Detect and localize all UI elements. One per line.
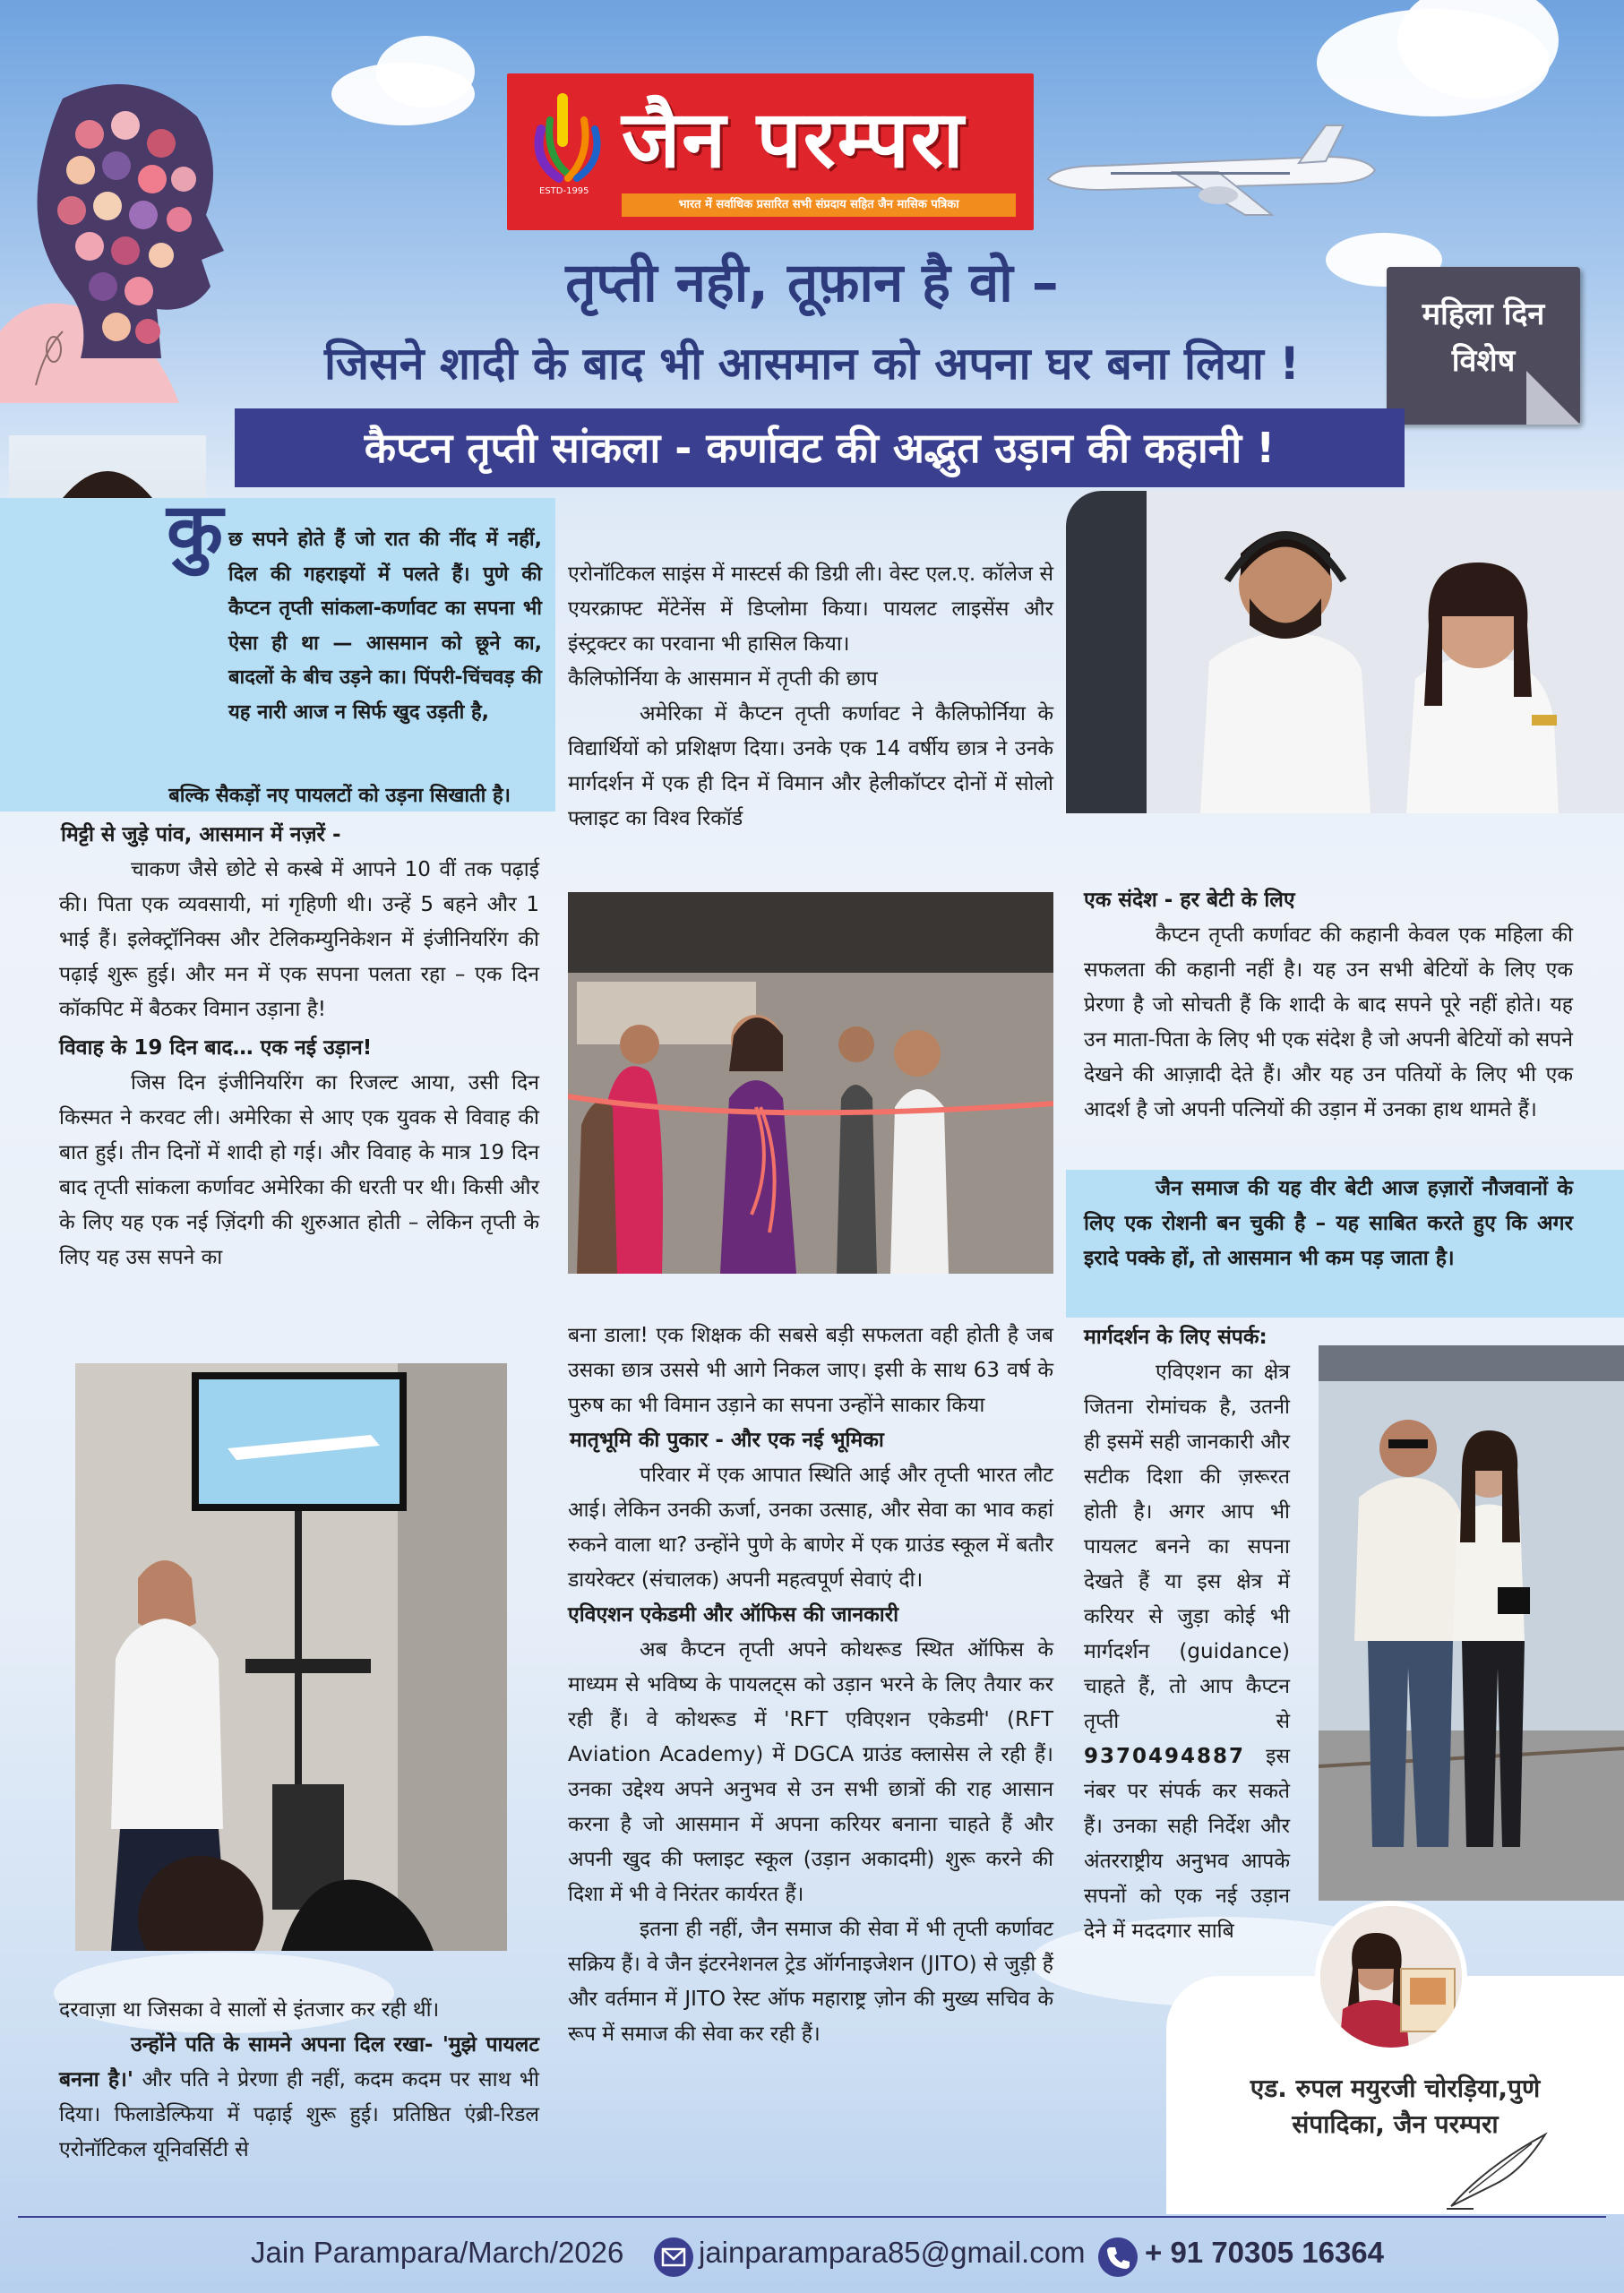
intro-dropcap: कु (167, 488, 223, 573)
section-paragraph: कैप्टन तृप्ती कर्णावट की कहानी केवल एक महिला की सफलता की कहानी नहीं है। यह उन सभी बेटियों के लिए एक प्रेरणा है जो सोचती हैं कि शादी के बाद सपने पूरे नहीं होते। यह उन माता-पिता के लिए भी एक संदेश है जो अपनी बेटियों को सपने देखने की आज़ादी देते हैं। और यह उन पतियों के लिए भी एक आदर्श है जो अपनी पत्नियों की उड़ान में उनका हाथ थामते हैं। (1084, 923, 1573, 1121)
section-subheading: कैलिफोर्निया के आसमान में तृप्ती की छाप (568, 667, 878, 691)
logo-tagline: भारत में सर्वाधिक प्रसारित सभी संप्रदाय सहित जैन मासिक पत्रिका (622, 193, 1016, 217)
cockpit-photo (1066, 491, 1624, 813)
section-paragraph: इतना ही नहीं, जैन समाज की सेवा में भी तृप्ती कर्णावट सक्रिय हैं। वे जैन इंटरनेशनल ट्रेड ऑर्गनाइजेशन (JITO) से जुड़ी हैं और वर्तमान में JITO रेस्ट ऑफ महाराष्ट्र ज़ोन की मुख्य सचिव के रूप में समाज की सेवा कर रही हैं। (568, 1918, 1053, 2046)
section-paragraph: दरवाज़ा था जिसका वे सालों से इंतजार कर रही थीं। (59, 1998, 440, 2022)
airplane-illustration (1030, 116, 1379, 224)
ribbon-cutting-photo (568, 892, 1053, 1274)
section-heading: विवाह के 19 दिन बाद… एक नई उड़ान! (59, 1036, 373, 1060)
logo-hands-icon (532, 93, 604, 183)
badge-line2: विशेष (1451, 343, 1516, 379)
column-2-bottom (568, 1318, 1053, 2052)
author-role: संपादिका, जैन परम्परा (1292, 2109, 1499, 2139)
section-paragraph: परिवार में एक आपात स्थिति आई और तृप्ती भारत लौट आई। लेकिन उनकी ऊर्जा, उनका उत्साह, और सेवा का भाव कहां रुकने वाला था? उन्होंने पुणे के बाणेर में एक ग्राउंड स्कूल में बतौर डायरेक्टर (संचालक) अपनी महत्वपूर्ण सेवाएं दी। (568, 1464, 1053, 1592)
column-3-top (1084, 883, 1573, 1128)
section-heading: एविएशन एकेडमी और ऑफिस की जानकारी (568, 1603, 899, 1627)
section-paragraph: बना डाला! एक शिक्षक की सबसे बड़ी सफलता वही होती है जब उसका छात्र उससे भी आगे निकल जाए। इसी के साथ 63 वर्ष के पुरुष का भी विमान उड़ाने का सपना उन्होंने साकार किया (568, 1324, 1053, 1417)
footer-issue: Jain Parampara/March/2026 (251, 2236, 624, 2269)
section-paragraph: अमेरिका में कैप्टन तृप्ती कर्णावट ने कैलिफोर्निया के विद्यार्थियों को प्रशिक्षण दिया। उनके एक 14 वर्षीय छात्र ने उनके मार्गदर्शन में एक ही दिन में विमान और हेलीकॉप्टर दोनों में सोलो फ्लाइट का विश्व रिकॉर्ड (568, 702, 1053, 830)
section-heading: मार्गदर्शन के लिए संपर्क: (1084, 1326, 1267, 1349)
column-2-top (568, 557, 1053, 837)
section-paragraph (59, 2028, 539, 2168)
email-icon (654, 2237, 693, 2277)
headline-line1: तृप्ती नही, तूफ़ान है वो – (565, 252, 1059, 314)
headline-line2: जिसने शादी के बाद भी आसमान को अपना घर बना लिया ! (323, 338, 1301, 390)
quote-bold: उन्होंने पति के सामने अपना दिल रखा- 'मुझे पायलट बनना है।' (59, 2033, 539, 2091)
badge-line1: महिला दिन (1422, 296, 1545, 332)
column-1-bottom (59, 1993, 539, 2168)
phone-icon (1098, 2237, 1138, 2277)
footer-rule (18, 2216, 1606, 2218)
couple-photo (1319, 1345, 1624, 1901)
footer-email[interactable]: jainparampara85@gmail.com (699, 2236, 1086, 2269)
contact-paragraph (1084, 1355, 1290, 1949)
highlight-paragraph: जैन समाज की यह वीर बेटी आज हज़ारों नौजवानों के लिए एक रोशनी बन चुकी है – यह साबित करते हुए कि अगर इरादे पक्के हों, तो आसमान भी कम पड़ जाता है। (1084, 1177, 1573, 1270)
author-avatar (1315, 1901, 1467, 2053)
author-name: एड. रुपल मयुरजी चोरड़िया,पुणे (1250, 2074, 1541, 2103)
contact-text: एविएशन का क्षेत्र जितना रोमांचक है, उतनी ही इसमें सही जानकारी और सटीक दिशा की ज़रूरत होती है। अगर आप भी पायलट बनने का सपना देखते हैं या इस क्षेत्र में करियर से जुड़ा कोई भी मार्गदर्शन (guidance) चाहते हैं, तो आप कैप्टन तृप्ती से (1084, 1361, 1290, 1733)
section-heading: मिट्टी से जुड़े पांव, आसमान में नज़रें - (61, 823, 341, 846)
contact-phone: 9370494887 (1084, 1745, 1246, 1768)
quill-pen-icon (1442, 2130, 1550, 2211)
intro-text: छ सपने होते हैं जो रात की नींद में नहीं, दिल की गहराइयों में पलते हैं। पुणे की कैप्टन तृप्ती सांकला-कर्णावट का सपना भी ऐसा ही था — आसमान को छूने का, बादलों के बीच उड़ने का। पिंपरी-चिंचवड़ की यह नारी आज न सिर्फ खुद उड़ती है, (228, 528, 542, 724)
column-1-top (59, 818, 539, 1275)
classroom-photo (75, 1363, 507, 1951)
footer-phone[interactable]: + 91 70305 16364 (1145, 2236, 1385, 2269)
section-heading: मातृभूमि की पुकार - और एक नई भूमिका (570, 1429, 884, 1452)
section-paragraph: एरोनॉटिकल साइंस में मास्टर्स की डिग्री ली। वेस्ट एल.ए. कॉलेज से एयरक्राफ्ट मेंटेनेंस में डिप्लोमा किया। पायलट लाइसेंस और इंस्ट्रक्टर का परवाना भी हासिल किया। (568, 563, 1053, 656)
section-paragraph: चाकण जैसे छोटे से कस्बे में आपने 10 वीं तक पढ़ाई की। पिता एक व्यवसायी, मां गृहिणी थी। उन्हें 5 बहने और 1 भाई हैं। इलेक्ट्रॉनिक्स और टेलिकम्युनिकेशन में इंजीनियरिंग की पढ़ाई शुरू हुई। और मन में एक सपना पलता रहा – एक दिन कॉकपिट में बैठकर विमान उड़ाना है! (59, 858, 539, 1021)
logo-title: जैन परम्परा (622, 93, 966, 185)
contact-text-rest: इस नंबर पर संपर्क कर सकते हैं। उनका सही निर्देश और अंतरराष्ट्रीय अनुभव आपके सपनों को एक नई उड़ान देने में मददगार साबि (1084, 1745, 1290, 1943)
footer (0, 2230, 1624, 2284)
intro-last-line: बल्कि सैकड़ों नए पायलटों को उड़ना सिखाती है। (168, 785, 511, 807)
quote-rest: और पति ने प्रेरणा ही नहीं, कदम कदम पर साथ भी दिया। फिलाडेल्फिया में पढ़ाई शुरू हुई। प्रतिष्ठित एंब्री-रिडल एरोनॉटिकल यूनिवर्सिटी से (59, 2068, 539, 2161)
section-paragraph: अब कैप्टन तृप्ती अपने कोथरूड स्थित ऑफिस के माध्यम से भविष्य के पायलट्स को उड़ान भरने के लिए तैयार कर रही हैं। वे कोथरूड में 'RFT एविएशन एकेडमी' (RFT Aviation Academy) में DGCA ग्राउंड क्लासेस ले रही हैं। उनका उद्देश्य अपने अनुभव से उन सभी छात्रों की राह आसान करना है जो आसमान में अपना करियर बनाना चाहते हैं और अपनी खुद की फ्लाइट स्कूल (उड़ान अकादमी) शुरू करने की दिशा में भी वे निरंतर कार्यरत हैं। (568, 1638, 1053, 1906)
headline-banner: कैप्टन तृप्ती सांकला - कर्णावट की अद्भुत उड़ान की कहानी ! (235, 408, 1405, 487)
section-paragraph: जिस दिन इंजीनियरिंग का रिजल्ट आया, उसी दिन किस्मत ने करवट ली। अमेरिका से आए एक युवक से विवाह की बात हुई। तीन दिनों में शादी हो गई। और विवाह के मात्र 19 दिन बाद तृप्ती सांकला कर्णावट अमेरिका की धरती पर थी। किसी और के लिए यह एक नई ज़िंदगी की शुरुआत होती – लेकिन तृप्ती के लिए यह उस सपने का (59, 1071, 539, 1269)
logo-estd: ESTD-1995 (539, 186, 589, 196)
section-heading: एक संदेश - हर बेटी के लिए (1084, 889, 1295, 912)
masthead-logo (507, 73, 1034, 230)
cloud (376, 36, 475, 107)
